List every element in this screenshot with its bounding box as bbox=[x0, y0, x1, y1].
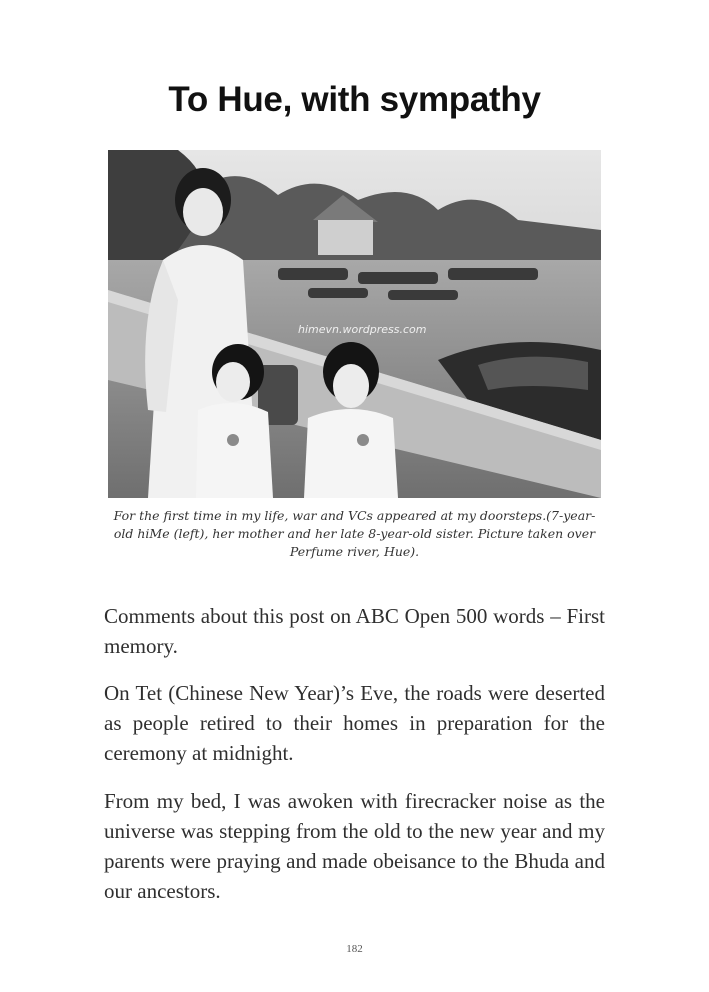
photo-watermark: himevn.wordpress.com bbox=[298, 323, 427, 336]
paragraph-3: From my bed, I was awoken with firecracker noise as the universe was stepping from the old to the new year and my parents were praying and made obeisance to the Bhuda and our ancestors. bbox=[104, 789, 605, 903]
page-title: To Hue, with sympathy bbox=[168, 80, 541, 119]
family-photo bbox=[108, 150, 601, 498]
paragraph-2: On Tet (Chinese New Year)’s Eve, the roads were deserted as people retired to their homes in preparation for the ceremony at midnight. bbox=[104, 681, 605, 765]
photo-illustration bbox=[108, 150, 601, 498]
photo-caption: For the first time in my life, war and VCs appeared at my doorsteps.(7-year-old hiMe (left), her mother and her late 8-year-old sister. Picture taken over Perfume river, Hue). bbox=[113, 508, 596, 559]
page-number: 182 bbox=[346, 943, 363, 955]
paragraph-1: Comments about this post on ABC Open 500 words – First memory. bbox=[104, 604, 605, 658]
